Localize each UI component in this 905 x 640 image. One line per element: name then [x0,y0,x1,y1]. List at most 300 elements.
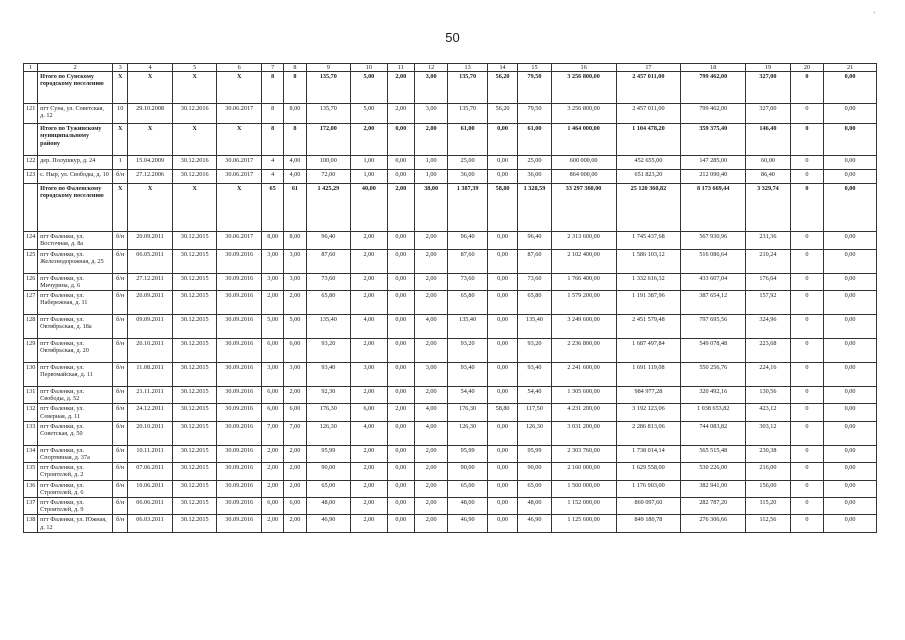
table-cell: 303,12 [746,421,791,445]
address-cell: пгт Фаленки, ул. Строителей, д. 2 [38,463,113,480]
table-cell: X [172,72,217,104]
table-cell: 0,00 [824,515,877,532]
table-cell: 869 097,60 [616,498,681,515]
address-cell: пгт Фаленки, ул. Свободы, д. 52 [38,387,113,404]
table-cell: 1 176 903,00 [616,480,681,497]
table-cell: 4 [262,170,284,184]
table-cell: 0,00 [824,480,877,497]
column-number-header: 16 [551,64,616,72]
table-cell: б/н [113,232,128,249]
table-cell: 600 000,00 [551,156,616,170]
table-cell: 2,00 [414,249,447,273]
table-cell: 117,50 [518,404,551,421]
table-cell: 1 464 000,00 [551,124,616,156]
table-cell: 79,50 [518,104,551,124]
table-cell: 2,00 [414,124,447,156]
column-number-header: 12 [414,64,447,72]
table-cell: 1 038 653,82 [681,404,746,421]
table-cell: 0,00 [487,463,517,480]
table-cell: 1 691 119,08 [616,363,681,387]
table-cell: 30.09.2016 [217,480,262,497]
table-cell: 0,00 [487,445,517,462]
table-cell: 0,00 [487,273,517,290]
table-cell: 87,60 [306,249,351,273]
table-cell: 0,00 [824,232,877,249]
table-cell: 5,00 [284,315,306,339]
table-cell: 0,00 [487,249,517,273]
table-cell: 65 [262,184,284,232]
table-cell: 1 332 616,32 [616,273,681,290]
table-cell: 30.06.2017 [217,232,262,249]
table-cell: 864 000,00 [551,170,616,184]
table-row [24,480,877,497]
table-cell: X [113,124,128,156]
table-cell: 3 249 600,00 [551,315,616,339]
table-cell: 2,00 [262,463,284,480]
table-cell: 30.09.2016 [217,387,262,404]
table-cell: 0 [790,339,823,363]
table-cell: 20.09.2011 [128,291,173,315]
table-cell: 135,40 [306,315,351,339]
subtotal-row [24,124,877,156]
table-cell: 3,00 [284,249,306,273]
table-cell: 65,80 [518,291,551,315]
table-cell: 2,00 [387,72,414,104]
table-cell: 129 [24,339,38,363]
column-number-header: 10 [351,64,387,72]
table-row [24,104,877,124]
table-cell: 2,00 [387,184,414,232]
table-cell: 135,40 [448,315,488,339]
table-cell: 30.12.2015 [172,421,217,445]
table-cell: 6,00 [262,339,284,363]
subtotal-label: Итого по Фаленскому городскому поселению [38,184,113,232]
table-cell: 90,00 [448,463,488,480]
table-cell: 2 457 011,00 [616,72,681,104]
table-cell: 0,00 [824,498,877,515]
address-cell: пгт Фаленки, ул. Октябрьская, д. 20 [38,339,113,363]
address-cell: дер. Полушкур, д. 24 [38,156,113,170]
table-header-row [24,64,877,72]
table-body [24,72,877,533]
column-number-header: 18 [681,64,746,72]
table-cell: 25,00 [448,156,488,170]
column-number-header: 17 [616,64,681,72]
table-cell: 92,30 [306,387,351,404]
table-cell: 0,00 [487,170,517,184]
table-cell: 21.11.2011 [128,387,173,404]
table-cell: 1 191 387,96 [616,291,681,315]
table-cell: б/н [113,249,128,273]
table-cell: 65,00 [448,480,488,497]
table-cell: 0 [790,184,823,232]
table-cell: б/н [113,515,128,532]
table-row [24,463,877,480]
table-cell: 65,00 [518,480,551,497]
table-cell: 0,00 [387,232,414,249]
table-cell: 30.12.2015 [172,291,217,315]
table-cell: 799 462,00 [681,104,746,124]
table-cell: 65,80 [448,291,488,315]
table-cell: X [217,72,262,104]
table-cell: 550 256,76 [681,363,746,387]
table-cell: 0,00 [824,124,877,156]
table-cell: 4 [262,156,284,170]
table-cell: 0,00 [824,421,877,445]
subtotal-label: Итого по Сунскому городскому поселению [38,72,113,104]
table-cell: 24.12.2011 [128,404,173,421]
table-cell: 0 [790,463,823,480]
table-cell: 2,00 [284,291,306,315]
address-cell: пгт Фаленки, ул. Восточная, д. 8а [38,232,113,249]
subtotal-label: Итого по Тужинскому муниципальному району [38,124,113,156]
table-cell: 0,00 [387,249,414,273]
table-cell: б/н [113,463,128,480]
table-cell: 3,00 [414,363,447,387]
table-cell: 2,00 [414,515,447,532]
table-row [24,156,877,170]
table-cell: 2,00 [351,339,387,363]
table-cell: 2,00 [351,480,387,497]
table-cell: б/н [113,363,128,387]
table-cell: 147 285,00 [681,156,746,170]
table-cell: 276 306,66 [681,515,746,532]
table-cell: 87,60 [448,249,488,273]
table-cell: 0,00 [487,315,517,339]
table-cell: 1 305 600,00 [551,387,616,404]
table-cell: 30.09.2016 [217,404,262,421]
table-cell: 0,00 [387,273,414,290]
table-cell: 93,40 [306,363,351,387]
table-row [24,273,877,290]
table-cell: X [128,184,173,232]
table-row [24,291,877,315]
column-number-header: 5 [172,64,217,72]
table-cell: 93,40 [518,363,551,387]
table-cell: 25,00 [518,156,551,170]
table-row [24,232,877,249]
table-cell: 126,30 [448,421,488,445]
table-cell: 2,00 [414,387,447,404]
table-cell: 1 [113,156,128,170]
table-cell: 0 [790,421,823,445]
table-cell: 516 086,64 [681,249,746,273]
table-cell: 1,00 [414,170,447,184]
table-cell: 30.09.2016 [217,363,262,387]
table-cell: 1,00 [414,156,447,170]
table-cell: 216,00 [746,463,791,480]
address-cell: пгт Суна, ул. Советская, д. 12 [38,104,113,124]
table-cell: 146,40 [746,124,791,156]
table-cell: 131 [24,387,38,404]
table-cell: 387 654,12 [681,291,746,315]
table-cell: 48,00 [518,498,551,515]
table-cell: 73,60 [306,273,351,290]
table-cell: 125 [24,249,38,273]
table-cell: б/н [113,387,128,404]
table-cell: 95,99 [518,445,551,462]
table-cell: 72,00 [306,170,351,184]
table-cell: 1 125 600,00 [551,515,616,532]
table-cell: 126 [24,273,38,290]
table-cell: 4,00 [284,156,306,170]
table-cell: 2,00 [351,273,387,290]
table-cell: 126,30 [518,421,551,445]
table-cell: 2,00 [414,480,447,497]
column-number-header: 13 [448,64,488,72]
table-cell: 0,00 [824,72,877,104]
table-cell: 30.12.2015 [172,515,217,532]
table-cell: 2 236 800,00 [551,339,616,363]
table-cell: 0,00 [387,445,414,462]
table-cell: 0 [790,72,823,104]
table-cell: 46,90 [306,515,351,532]
table-cell: 73,60 [518,273,551,290]
table-cell: 0,00 [824,463,877,480]
table-cell: 61 [284,184,306,232]
table-cell: 4,00 [351,315,387,339]
table-cell: 135 [24,463,38,480]
table-cell: 0,00 [487,363,517,387]
table-cell: 135,70 [448,104,488,124]
table-cell: 0,00 [387,291,414,315]
table-cell: 549 078,48 [681,339,746,363]
table-cell: 2,00 [351,515,387,532]
table-cell: 5,00 [262,315,284,339]
column-number-header: 9 [306,64,351,72]
table-cell: 30.12.2015 [172,232,217,249]
subtotal-row [24,184,877,232]
table-cell: 2,00 [284,463,306,480]
column-number-header: 11 [387,64,414,72]
table-cell: 2,00 [414,291,447,315]
table-cell: 96,40 [518,232,551,249]
table-cell: 138 [24,515,38,532]
table-cell: 36,00 [448,170,488,184]
address-cell: пгт Фаленки, ул. Спортивная, д. 37а [38,445,113,462]
table-cell: 0 [790,104,823,124]
table-cell: 0,00 [824,104,877,124]
table-cell: 2,00 [284,515,306,532]
address-cell: пгт Фаленки, ул. Южная, д. 12 [38,515,113,532]
table-cell: 130 [24,363,38,387]
table-cell: 6,00 [262,498,284,515]
table-cell: 6,00 [262,404,284,421]
table-cell: 382 941,00 [681,480,746,497]
table-cell: 0,00 [824,291,877,315]
table-cell: 8 [262,72,284,104]
address-cell: пгт Фаленки, ул. Строителей, д. 9 [38,498,113,515]
table-cell: 130,56 [746,387,791,404]
table-cell: 20.10.2011 [128,421,173,445]
table-cell: 30.12.2015 [172,387,217,404]
table-cell: 36,00 [518,170,551,184]
table-cell: 1,00 [351,170,387,184]
table-cell: 1 579 200,00 [551,291,616,315]
table-cell: 5,00 [351,104,387,124]
table-cell: 2,00 [351,124,387,156]
table-cell: 0,00 [487,291,517,315]
table-cell: 2 451 579,48 [616,315,681,339]
table-cell: 127 [24,291,38,315]
address-cell: пгт Фаленки, ул. Октябрьская, д. 18а [38,315,113,339]
table-cell: 30.12.2015 [172,480,217,497]
table-cell: 2,00 [414,232,447,249]
table-row [24,387,877,404]
table-cell: 210,24 [746,249,791,273]
table-cell: 30.12.2015 [172,339,217,363]
table-cell: 2,00 [351,291,387,315]
table-cell: 56,20 [487,104,517,124]
table-cell: 0 [790,404,823,421]
column-number-header: 6 [217,64,262,72]
table-cell: 0 [790,249,823,273]
table-cell: 90,00 [306,463,351,480]
table-cell: 95,99 [306,445,351,462]
table-cell: 30.12.2015 [172,404,217,421]
table-cell: 1 328,59 [518,184,551,232]
table-cell: 2,00 [414,445,447,462]
table-cell: 7,00 [262,421,284,445]
table-cell: 0,00 [824,315,877,339]
table-cell: 61,00 [448,124,488,156]
table-cell: 2,00 [387,404,414,421]
table-cell: 1 104 478,20 [616,124,681,156]
table-cell: 30.09.2016 [217,463,262,480]
table-cell: 48,00 [306,498,351,515]
table-cell: б/н [113,498,128,515]
table-cell: 54,40 [518,387,551,404]
table-cell: 0 [790,156,823,170]
table-cell: 54,40 [448,387,488,404]
table-cell: 2,00 [351,232,387,249]
table-cell: 799 462,00 [681,72,746,104]
table-cell: 122 [24,156,38,170]
table-cell: 30.09.2016 [217,273,262,290]
table-cell: 3 192 123,06 [616,404,681,421]
table-cell: 567 930,96 [681,232,746,249]
column-number-header: 15 [518,64,551,72]
table-cell: 38,00 [414,184,447,232]
table-cell: 4,00 [414,404,447,421]
table-cell: 0,00 [824,387,877,404]
table-cell: 3 329,74 [746,184,791,232]
table-cell: 1 152 000,00 [551,498,616,515]
table-cell: 359 375,40 [681,124,746,156]
table-cell: 0,00 [387,315,414,339]
table-cell: 157,92 [746,291,791,315]
table-cell: 0 [790,291,823,315]
table-cell: 0 [790,480,823,497]
table-cell: 797 695,56 [681,315,746,339]
table-cell: 231,36 [746,232,791,249]
table-cell: 15.04.2009 [128,156,173,170]
table-cell: 0,00 [387,170,414,184]
table-cell: 0,00 [387,515,414,532]
column-number-header: 1 [24,64,38,72]
table-cell: 8 [284,124,306,156]
table-cell: 0,00 [387,124,414,156]
column-number-header: 19 [746,64,791,72]
table-cell: 06.05.2011 [128,249,173,273]
table-cell: 6,00 [284,404,306,421]
table-cell [24,184,38,232]
table-cell: X [113,72,128,104]
column-number-header: 14 [487,64,517,72]
table-row [24,404,877,421]
table-row [24,315,877,339]
table-cell: 93,20 [448,339,488,363]
table-cell: 48,00 [448,498,488,515]
table-cell: 30.09.2016 [217,291,262,315]
table-cell: 651 823,20 [616,170,681,184]
table-cell: 7,00 [284,421,306,445]
table-cell: 223,68 [746,339,791,363]
table-cell: 1 425,29 [306,184,351,232]
table-cell: 176,30 [448,404,488,421]
corner-mark: ' [873,10,875,20]
table-cell: 0 [790,387,823,404]
table-cell: 6,00 [284,498,306,515]
table-cell: 4,00 [414,315,447,339]
table-cell: 156,00 [746,480,791,497]
table-cell: 6,00 [351,404,387,421]
table-cell: б/н [113,291,128,315]
table-cell: 30.12.2016 [172,170,217,184]
table-row [24,515,877,532]
table-cell: 1 687 497,84 [616,339,681,363]
table-cell: 172,00 [306,124,351,156]
table-cell: 29.10.2008 [128,104,173,124]
table-cell: 0,00 [487,156,517,170]
table-cell: 58,80 [487,184,517,232]
table-cell: 4,00 [351,421,387,445]
table-cell: 1 629 558,00 [616,463,681,480]
subtotal-row [24,72,877,104]
table-row [24,249,877,273]
table-cell: 30.12.2015 [172,445,217,462]
table-cell: X [172,184,217,232]
table-cell: 2,00 [284,445,306,462]
table-cell: 2,00 [351,498,387,515]
table-cell: 2 102 400,00 [551,249,616,273]
table-cell: 2,00 [262,480,284,497]
table-cell: б/н [113,315,128,339]
table-cell: 0 [790,363,823,387]
table-cell: 1 586 103,12 [616,249,681,273]
table-cell: 60,00 [746,156,791,170]
column-number-header: 8 [284,64,306,72]
table-cell: 0,00 [387,463,414,480]
table-row [24,421,877,445]
table-cell: 0,00 [387,387,414,404]
table-cell: 93,20 [306,339,351,363]
table-row [24,339,877,363]
table-cell: 30.09.2016 [217,421,262,445]
table-cell: 176,30 [306,404,351,421]
table-cell: б/н [113,339,128,363]
table-cell: 0 [790,445,823,462]
table-cell: 0,00 [824,363,877,387]
table-cell: 0,00 [824,404,877,421]
table-cell: 176,64 [746,273,791,290]
table-cell: 4,00 [284,170,306,184]
table-cell: 5,00 [351,72,387,104]
table-cell: 56,20 [487,72,517,104]
table-cell: 3 031 200,00 [551,421,616,445]
table-cell: 984 977,28 [616,387,681,404]
table-cell: б/н [113,445,128,462]
